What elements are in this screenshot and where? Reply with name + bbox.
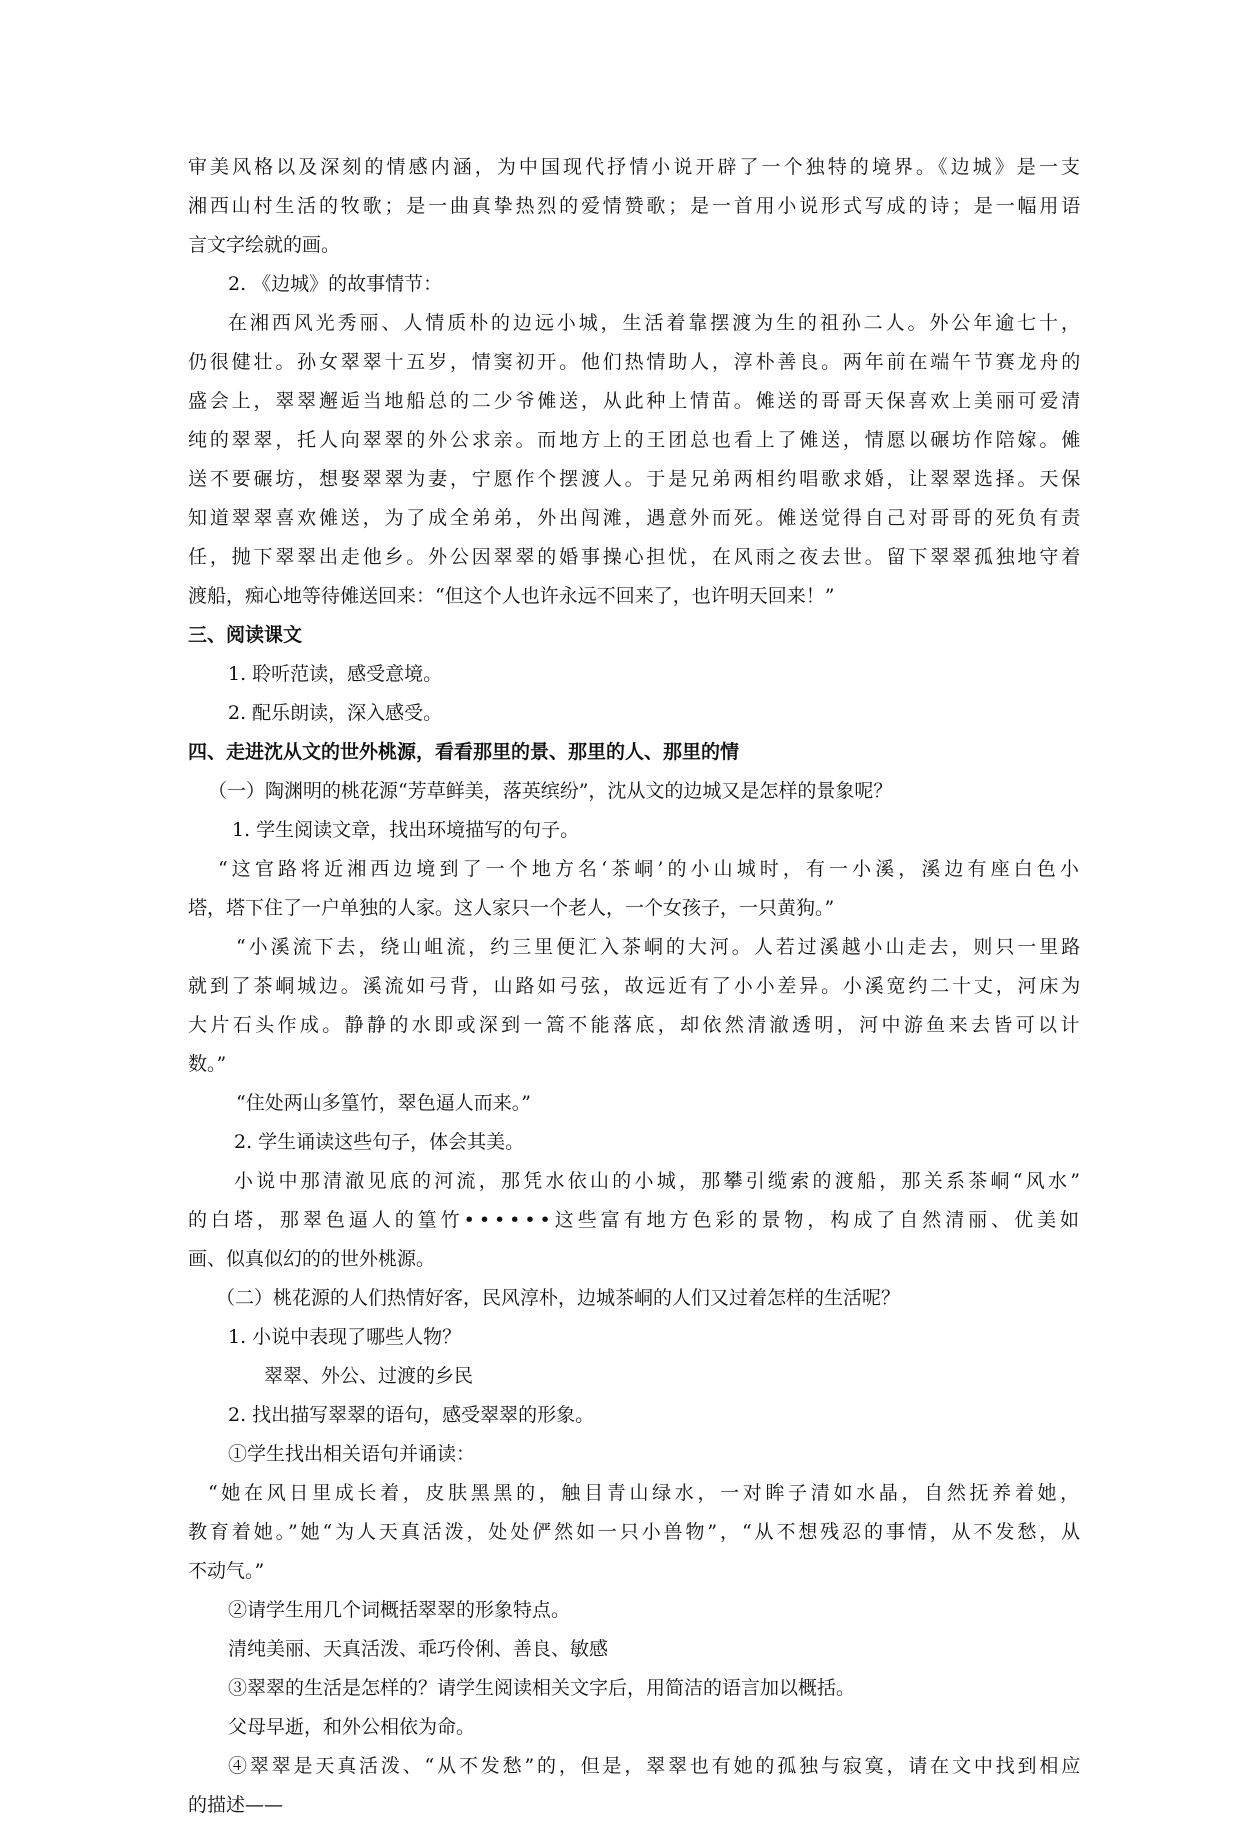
text-line: 塔，塔下住了一户单独的人家。这人家只一个老人，一个女孩子，一只黄狗。” <box>188 897 835 919</box>
text-line: 湘西山村生活的牧歌；是一曲真挚热烈的爱情赞歌；是一首用小说形式写成的诗；是一幅用语 <box>188 195 1083 217</box>
text-line: 1. 小说中表现了哪些人物？ <box>228 1326 462 1348</box>
text-line: 知道翠翠喜欢傩送，为了成全弟弟，外出闯滩，遇意外而死。傩送觉得自己对哥哥的死负有责 <box>188 507 1083 529</box>
text-line: 清纯美丽、天真活泼、乖巧伶俐、善良、敏感 <box>228 1638 609 1660</box>
text-line: 的描述—— <box>188 1794 284 1816</box>
text-line: ②请学生用几个词概括翠翠的形象特点。 <box>228 1599 571 1621</box>
text-line: 教育着她。”她“为人天真活泼，处处俨然如一只小兽物”，“从不想残忍的事情，从不发愁，从 <box>188 1521 1083 1543</box>
text-line: 任，抛下翠翠出走他乡。外公因翠翠的婚事操心担忧，在风雨之夜去世。留下翠翠孤独地守着 <box>188 546 1083 568</box>
text-line: “这官路将近湘西边境到了一个地方名‘茶峒’的小山城时，有一小溪，溪边有座白色小 <box>218 858 1083 880</box>
text-line: 不动气。” <box>188 1560 265 1582</box>
text-line: 1. 聆听范读，感受意境。 <box>228 663 443 685</box>
text-line: （二）桃花源的人们热情好客，民风淳朴，边城茶峒的人们又过着怎样的生活呢？ <box>216 1287 901 1309</box>
text-line: ③翠翠的生活是怎样的？请学生阅读相关文字后，用简洁的语言加以概括。 <box>228 1677 856 1699</box>
text-line: “她在风日里成长着，皮肤黑黑的，触目青山绿水，一对眸子清如水晶，自然抚养着她， <box>208 1482 1083 1504</box>
text-line: 送不要碾坊，想娶翠翠为妻，宁愿作个摆渡人。于是兄弟两相约唱歌求婚，让翠翠选择。天保 <box>188 468 1083 490</box>
text-line: ①学生找出相关语句并诵读： <box>228 1443 476 1465</box>
text-line: 盛会上，翠翠邂逅当地船总的二少爷傩送，从此种上情苗。傩送的哥哥天保喜欢上美丽可爱清 <box>188 390 1083 412</box>
text-line: 大片石头作成。静静的水即或深到一篙不能落底，却依然清澈透明，河中游鱼来去皆可以计 <box>188 1014 1083 1036</box>
text-line: 的白塔，那翠色逼人的篁竹••••••这些富有地方色彩的景物，构成了自然清丽、优美如 <box>188 1209 1083 1231</box>
text-line: 2. 找出描写翠翠的语句，感受翠翠的形象。 <box>228 1404 595 1426</box>
text-line: 数。” <box>188 1053 227 1075</box>
text-line: （一）陶渊明的桃花源“芳草鲜美，落英缤纷”，沈从文的边城又是怎样的景象呢？ <box>208 780 893 802</box>
section-heading: 三、阅读课文 <box>188 624 303 646</box>
text-line: 在湘西风光秀丽、人情质朴的边远小城，生活着靠摆渡为生的祖孙二人。外公年逾七十， <box>228 312 1083 334</box>
text-line: ④翠翠是天真活泼、“从不发愁”的，但是，翠翠也有她的孤独与寂寞，请在文中找到相应 <box>228 1755 1083 1777</box>
text-line: “小溪流下去，绕山岨流，约三里便汇入茶峒的大河。人若过溪越小山走去，则只一里路 <box>236 936 1083 958</box>
text-line: 2. 学生诵读这些句子，体会其美。 <box>234 1131 525 1153</box>
text-line: 2. 《边城》的故事情节： <box>228 273 443 295</box>
text-line: 言文字绘就的画。 <box>188 234 341 256</box>
document-body <box>188 148 1083 1825</box>
section-heading: 四、走进沈从文的世外桃源，看看那里的景、那里的人、那里的情 <box>188 741 740 763</box>
text-line: 审美风格以及深刻的情感内涵，为中国现代抒情小说开辟了一个独特的境界。《边城》是一支 <box>188 156 1083 178</box>
text-line: “住处两山多篁竹，翠色逼人而来。” <box>236 1092 531 1114</box>
text-line: 父母早逝，和外公相依为命。 <box>228 1716 476 1738</box>
text-line: 渡船，痴心地等待傩送回来：“但这个人也许永远不回来了，也许明天回来！” <box>188 585 835 607</box>
text-line: 2. 配乐朗读，深入感受。 <box>228 702 443 724</box>
text-line: 1. 学生阅读文章，找出环境描写的句子。 <box>232 819 580 841</box>
text-line: 小说中那清澈见底的河流，那凭水依山的小城，那攀引缆索的渡船，那关系茶峒“风水” <box>234 1170 1083 1192</box>
text-line: 就到了茶峒城边。溪流如弓背，山路如弓弦，故远近有了小小差异。小溪宽约二十丈，河床为 <box>188 975 1083 997</box>
text-line: 翠翠、外公、过渡的乡民 <box>264 1365 474 1387</box>
text-line: 仍很健壮。孙女翠翠十五岁，情窦初开。他们热情助人，淳朴善良。两年前在端午节赛龙舟的 <box>188 351 1083 373</box>
text-line: 纯的翠翠，托人向翠翠的外公求亲。而地方上的王团总也看上了傩送，情愿以碾坊作陪嫁。傩 <box>188 429 1083 451</box>
text-line: 画、似真似幻的的世外桃源。 <box>188 1248 436 1270</box>
